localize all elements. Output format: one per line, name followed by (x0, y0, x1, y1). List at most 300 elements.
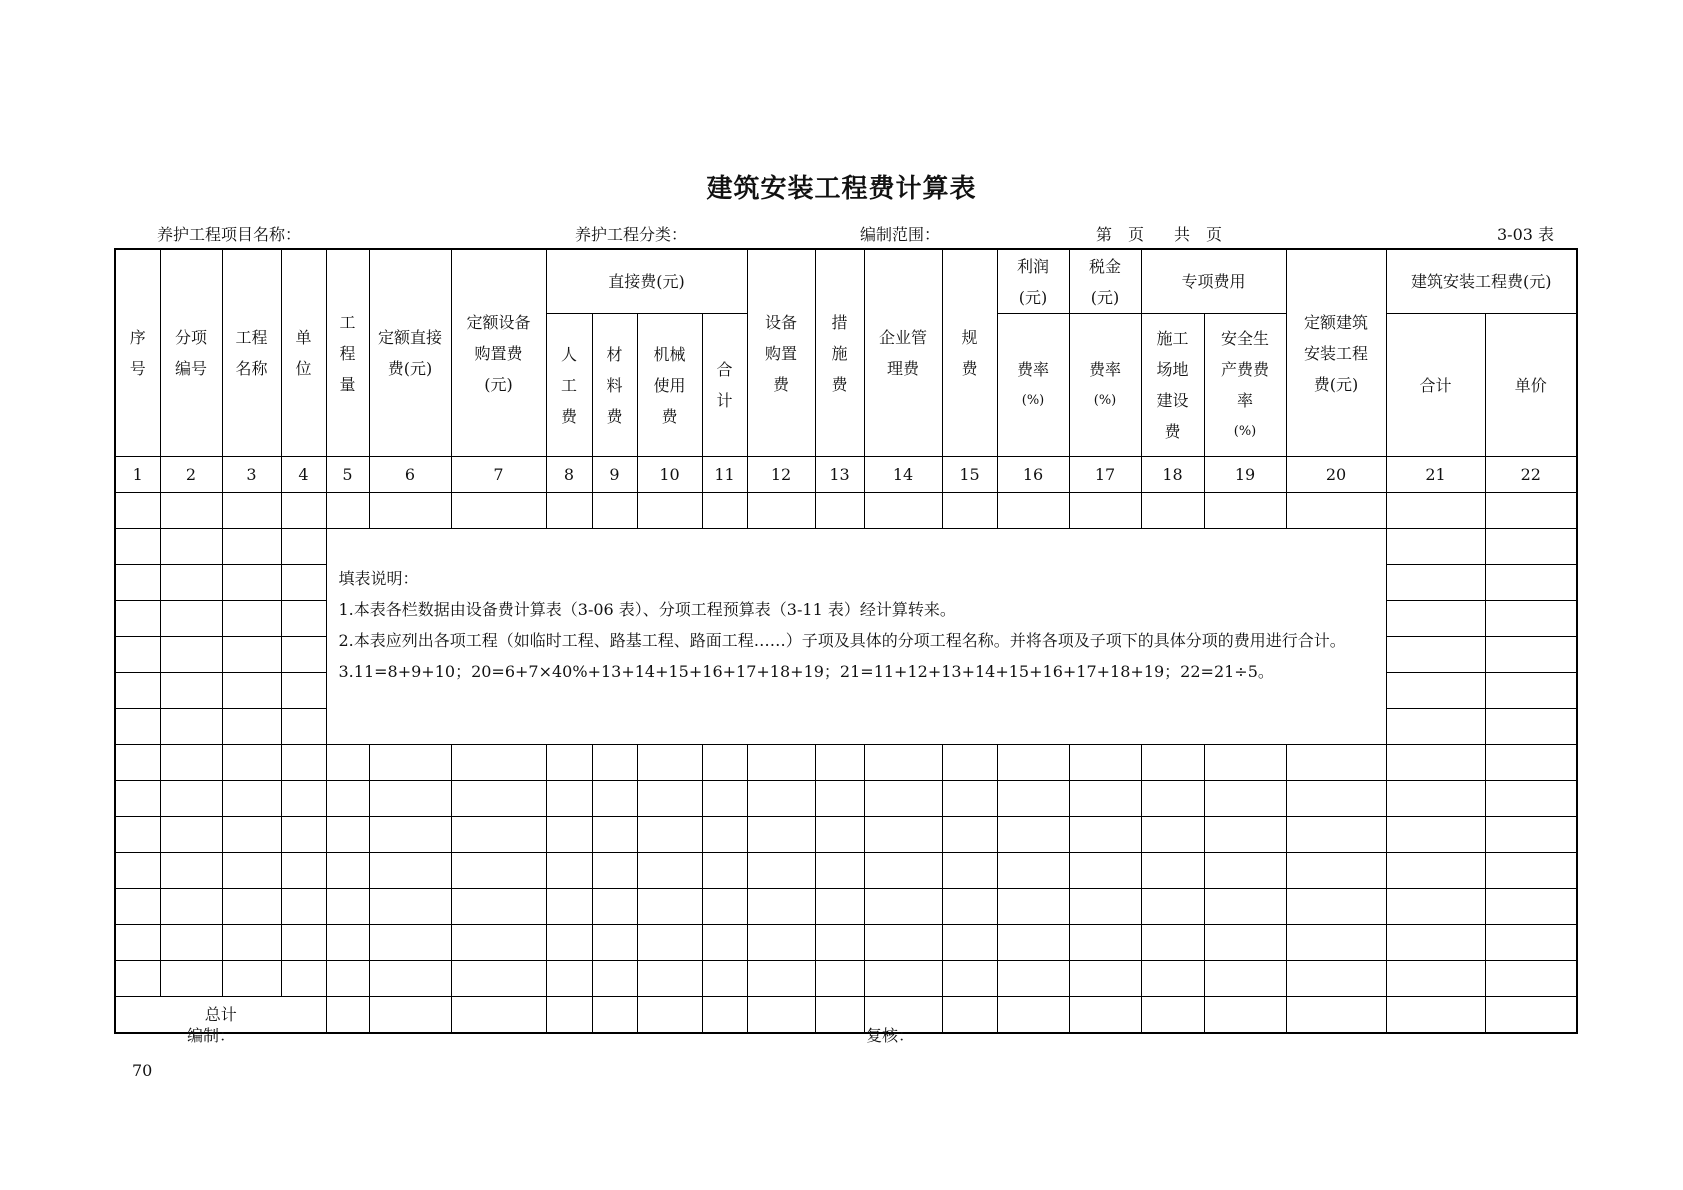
table-cell[interactable] (281, 601, 326, 637)
table-cell[interactable] (1204, 781, 1286, 817)
table-cell[interactable] (997, 745, 1069, 781)
table-cell[interactable] (997, 997, 1069, 1034)
table-cell[interactable] (1204, 889, 1286, 925)
table-cell[interactable] (1386, 889, 1485, 925)
table-cell[interactable] (1141, 889, 1204, 925)
table-cell[interactable] (1485, 493, 1577, 529)
table-cell[interactable] (1141, 997, 1204, 1034)
table-cell[interactable] (997, 817, 1069, 853)
table-cell[interactable] (546, 925, 592, 961)
table-cell[interactable] (864, 925, 942, 961)
table-cell[interactable] (115, 565, 160, 601)
table-cell[interactable] (451, 745, 546, 781)
table-cell[interactable] (1386, 925, 1485, 961)
col-num: 6 (369, 457, 451, 493)
col-num: 13 (815, 457, 864, 493)
table-cell[interactable] (546, 493, 592, 529)
table-cell[interactable] (1204, 853, 1286, 889)
table-cell[interactable] (281, 565, 326, 601)
header-building-fee: 建筑安装工程费(元) (1386, 249, 1577, 314)
total-label: 共 (1174, 225, 1191, 244)
table-cell[interactable] (546, 781, 592, 817)
table-cell[interactable] (942, 889, 997, 925)
table-cell[interactable] (747, 781, 815, 817)
category-label: 养护工程分类： (575, 225, 688, 244)
table-cell[interactable] (1141, 961, 1204, 997)
scope-label: 编制范围： (860, 225, 941, 244)
col-num: 15 (942, 457, 997, 493)
table-cell[interactable] (160, 529, 222, 565)
table-cell[interactable] (747, 745, 815, 781)
header-equip-purchase: 设备购置费 (747, 249, 815, 457)
table-cell[interactable] (115, 853, 160, 889)
table-cell[interactable] (1141, 493, 1204, 529)
table-cell[interactable] (222, 745, 281, 781)
notes-heading: 填表说明： (338, 569, 419, 588)
table-cell[interactable] (160, 781, 222, 817)
table-row (115, 781, 1577, 817)
table-cell[interactable] (281, 673, 326, 709)
table-cell[interactable] (115, 961, 160, 997)
table-cell[interactable] (864, 745, 942, 781)
table-cell[interactable] (637, 781, 702, 817)
table-cell[interactable] (702, 817, 747, 853)
table-cell[interactable] (1286, 493, 1386, 529)
col-num: 20 (1286, 457, 1386, 493)
table-cell[interactable] (546, 961, 592, 997)
table-cell[interactable] (222, 817, 281, 853)
page-unit: 页 (1128, 225, 1145, 244)
table-cell[interactable] (369, 493, 451, 529)
table-cell[interactable] (160, 637, 222, 673)
col-num: 8 (546, 457, 592, 493)
col-num: 4 (281, 457, 326, 493)
header-tax-rate: 费率 (%) (1069, 314, 1141, 457)
table-cell[interactable] (281, 709, 326, 745)
table-cell[interactable] (942, 745, 997, 781)
table-cell[interactable] (1141, 853, 1204, 889)
table-cell[interactable] (1386, 529, 1485, 565)
table-cell[interactable] (592, 889, 637, 925)
table-cell[interactable] (997, 925, 1069, 961)
table-cell[interactable] (326, 781, 369, 817)
table-cell[interactable] (115, 745, 160, 781)
table-cell[interactable] (592, 493, 637, 529)
table-cell[interactable] (1386, 817, 1485, 853)
table-cell[interactable] (942, 781, 997, 817)
table-cell[interactable] (1386, 961, 1485, 997)
table-cell[interactable] (451, 853, 546, 889)
table-cell[interactable] (815, 997, 864, 1034)
header-profit-rate: 费率 (%) (997, 314, 1069, 457)
table-cell[interactable] (451, 961, 546, 997)
table-cell[interactable] (281, 637, 326, 673)
table-row (115, 889, 1577, 925)
grand-total-label: 总计 (115, 997, 326, 1034)
table-cell[interactable] (326, 745, 369, 781)
table-cell[interactable] (1286, 745, 1386, 781)
table-cell[interactable] (222, 673, 281, 709)
table-cell[interactable] (222, 637, 281, 673)
table-cell[interactable] (281, 817, 326, 853)
table-row (115, 817, 1577, 853)
table-cell[interactable] (1485, 781, 1577, 817)
table-cell[interactable] (747, 997, 815, 1034)
table-cell[interactable] (1286, 781, 1386, 817)
table-cell[interactable] (1386, 637, 1485, 673)
header-quota-building: 定额建筑安装工程费(元) (1286, 249, 1386, 457)
table-cell[interactable] (815, 853, 864, 889)
table-cell[interactable] (1286, 817, 1386, 853)
table-cell[interactable] (747, 961, 815, 997)
table-cell[interactable] (942, 997, 997, 1034)
grand-total-row (115, 997, 1577, 1034)
table-cell[interactable] (369, 817, 451, 853)
table-cell[interactable] (815, 745, 864, 781)
table-cell[interactable] (1386, 709, 1485, 745)
table-cell[interactable] (747, 925, 815, 961)
header-quantity: 工程量 (326, 249, 369, 457)
table-cell[interactable] (160, 961, 222, 997)
table-cell[interactable] (1386, 601, 1485, 637)
table-cell[interactable] (1485, 673, 1577, 709)
table-cell[interactable] (997, 889, 1069, 925)
table-cell[interactable] (369, 745, 451, 781)
table-cell[interactable] (222, 493, 281, 529)
table-cell[interactable] (326, 925, 369, 961)
table-cell[interactable] (815, 781, 864, 817)
table-cell[interactable] (160, 673, 222, 709)
table-cell[interactable] (160, 745, 222, 781)
table-cell[interactable] (702, 745, 747, 781)
col-num: 5 (326, 457, 369, 493)
table-cell[interactable] (160, 493, 222, 529)
table-cell[interactable] (115, 601, 160, 637)
table-cell[interactable] (1386, 997, 1485, 1034)
table-cell[interactable] (1386, 493, 1485, 529)
table-cell[interactable] (281, 961, 326, 997)
header-quota-direct: 定额直接费(元) (369, 249, 451, 457)
page-number: 70 (132, 1061, 153, 1080)
header-measures: 措施费 (815, 249, 864, 457)
col-num: 14 (864, 457, 942, 493)
table-cell[interactable] (864, 853, 942, 889)
prepared-by-label: 编制： (187, 1026, 236, 1045)
table-cell[interactable] (115, 529, 160, 565)
table-cell[interactable] (1141, 745, 1204, 781)
table-cell[interactable] (592, 961, 637, 997)
table-cell[interactable] (942, 961, 997, 997)
table-cell[interactable] (702, 889, 747, 925)
table-cell[interactable] (546, 817, 592, 853)
table-cell[interactable] (1386, 781, 1485, 817)
table-row (115, 925, 1577, 961)
header-quota-equip: 定额设备购置费(元) (451, 249, 546, 457)
table-cell[interactable] (451, 925, 546, 961)
table-cell[interactable] (326, 853, 369, 889)
table-cell[interactable] (1485, 925, 1577, 961)
table-cell[interactable] (115, 673, 160, 709)
table-cell[interactable] (747, 493, 815, 529)
col-num: 10 (637, 457, 702, 493)
table-cell[interactable] (326, 889, 369, 925)
table-cell[interactable] (1204, 961, 1286, 997)
header-special: 专项费用 (1141, 249, 1286, 314)
table-row (115, 529, 1577, 565)
table-cell[interactable] (160, 709, 222, 745)
table-row (115, 745, 1577, 781)
table-cell[interactable] (160, 817, 222, 853)
table-cell[interactable] (637, 889, 702, 925)
table-cell[interactable] (864, 889, 942, 925)
header-tax: 税金(元) (1069, 249, 1141, 314)
reviewed-by-label: 复核： (866, 1026, 915, 1045)
header-machine: 机械使用费 (637, 314, 702, 457)
table-cell[interactable] (637, 853, 702, 889)
table-cell[interactable] (369, 997, 451, 1034)
table-cell[interactable] (592, 817, 637, 853)
table-cell[interactable] (864, 817, 942, 853)
table-cell[interactable] (1069, 745, 1141, 781)
table-cell[interactable] (1286, 853, 1386, 889)
table-cell[interactable] (637, 961, 702, 997)
table-cell[interactable] (1204, 493, 1286, 529)
table-cell[interactable] (1485, 997, 1577, 1034)
table-cell[interactable] (115, 781, 160, 817)
table-cell[interactable] (637, 493, 702, 529)
table-cell[interactable] (1069, 817, 1141, 853)
table-cell[interactable] (702, 493, 747, 529)
table-cell[interactable] (997, 853, 1069, 889)
table-cell[interactable] (1386, 853, 1485, 889)
table-cell[interactable] (281, 889, 326, 925)
table-cell[interactable] (222, 961, 281, 997)
table-cell[interactable] (1485, 709, 1577, 745)
table-cell[interactable] (702, 961, 747, 997)
table-cell[interactable] (369, 853, 451, 889)
table-cell[interactable] (451, 817, 546, 853)
table-cell[interactable] (815, 817, 864, 853)
table-cell[interactable] (115, 889, 160, 925)
table-cell[interactable] (222, 853, 281, 889)
table-cell[interactable] (222, 601, 281, 637)
table-row (115, 493, 1577, 529)
table-cell[interactable] (702, 853, 747, 889)
project-name-label: 养护工程项目名称： (157, 225, 302, 244)
table-cell[interactable] (369, 781, 451, 817)
table-cell[interactable] (1485, 853, 1577, 889)
fill-instructions (326, 529, 1386, 745)
table-cell[interactable] (1069, 853, 1141, 889)
table-cell[interactable] (942, 493, 997, 529)
table-cell[interactable] (1485, 961, 1577, 997)
table-cell[interactable] (1204, 925, 1286, 961)
table-cell[interactable] (1141, 781, 1204, 817)
table-cell[interactable] (942, 853, 997, 889)
col-num: 7 (451, 457, 546, 493)
table-cell[interactable] (592, 853, 637, 889)
table-cell[interactable] (115, 709, 160, 745)
table-cell[interactable] (1141, 925, 1204, 961)
table-cell[interactable] (115, 925, 160, 961)
table-cell[interactable] (864, 781, 942, 817)
table-cell[interactable] (815, 493, 864, 529)
table-cell[interactable] (546, 745, 592, 781)
notes-line-1: 1.本表各栏数据由设备费计算表（3-06 表）、分项工程预算表（3-11 表）经计算转来。 (338, 600, 956, 619)
table-cell[interactable] (222, 565, 281, 601)
table-code: 3-03 表 (1497, 225, 1555, 244)
table-cell[interactable] (222, 709, 281, 745)
table-cell[interactable] (1386, 745, 1485, 781)
total-unit: 页 (1206, 225, 1223, 244)
header-direct-fee: 直接费(元) (546, 249, 747, 314)
table-cell[interactable] (702, 925, 747, 961)
table-cell[interactable] (451, 781, 546, 817)
table-cell[interactable] (281, 925, 326, 961)
table-cell[interactable] (546, 853, 592, 889)
page-info (1096, 222, 1238, 245)
table-cell[interactable] (222, 781, 281, 817)
table-cell[interactable] (592, 925, 637, 961)
table-cell[interactable] (160, 853, 222, 889)
table-cell[interactable] (1386, 673, 1485, 709)
table-cell[interactable] (1286, 961, 1386, 997)
table-cell[interactable] (1069, 493, 1141, 529)
table-row (115, 961, 1577, 997)
column-number-row (115, 457, 1577, 493)
table-cell[interactable] (1485, 889, 1577, 925)
table-cell[interactable] (369, 925, 451, 961)
table-cell[interactable] (1069, 925, 1141, 961)
header-material: 材料费 (592, 314, 637, 457)
table-cell[interactable] (160, 889, 222, 925)
table-cell[interactable] (369, 961, 451, 997)
col-num: 2 (160, 457, 222, 493)
table-cell[interactable] (815, 925, 864, 961)
table-cell[interactable] (592, 745, 637, 781)
table-cell[interactable] (451, 889, 546, 925)
table-cell[interactable] (1485, 817, 1577, 853)
table-cell[interactable] (815, 961, 864, 997)
header-site-construction: 施工场地建设费 (1141, 314, 1204, 457)
table-cell[interactable] (1286, 997, 1386, 1034)
table-cell[interactable] (1069, 997, 1141, 1034)
table-cell[interactable] (326, 493, 369, 529)
header-unit-price: 单价 (1485, 314, 1577, 457)
table-row (115, 853, 1577, 889)
table-cell[interactable] (702, 997, 747, 1034)
col-num: 1 (115, 457, 160, 493)
table-cell[interactable] (815, 889, 864, 925)
cost-table (114, 248, 1578, 1034)
table-cell[interactable] (1485, 529, 1577, 565)
table-cell[interactable] (1204, 997, 1286, 1034)
table-cell[interactable] (1204, 745, 1286, 781)
col-num: 19 (1204, 457, 1286, 493)
table-cell[interactable] (1069, 781, 1141, 817)
table-cell[interactable] (592, 997, 637, 1034)
table-cell[interactable] (326, 961, 369, 997)
col-num: 12 (747, 457, 815, 493)
header-regulatory: 规费 (942, 249, 997, 457)
table-cell[interactable] (1485, 745, 1577, 781)
table-cell[interactable] (222, 889, 281, 925)
table-cell[interactable] (1286, 925, 1386, 961)
table-cell[interactable] (281, 781, 326, 817)
table-cell[interactable] (546, 889, 592, 925)
table-cell[interactable] (326, 817, 369, 853)
col-num: 21 (1386, 457, 1485, 493)
table-cell[interactable] (1069, 961, 1141, 997)
table-cell[interactable] (160, 565, 222, 601)
col-num: 17 (1069, 457, 1141, 493)
table-cell[interactable] (451, 997, 546, 1034)
table-cell[interactable] (160, 601, 222, 637)
table-cell[interactable] (997, 961, 1069, 997)
table-cell[interactable] (637, 925, 702, 961)
table-cell[interactable] (942, 925, 997, 961)
table-cell[interactable] (115, 493, 160, 529)
table-cell[interactable] (592, 781, 637, 817)
notes-line-2: 2.本表应列出各项工程（如临时工程、路基工程、路面工程……）子项及具体的分项工程名称。并将各项及子项下的具体分项的费用进行合计。 (338, 631, 1346, 650)
table-cell[interactable] (115, 817, 160, 853)
header-project-name: 工程名称 (222, 249, 281, 457)
table-cell[interactable] (546, 997, 592, 1034)
table-cell[interactable] (222, 925, 281, 961)
table-cell[interactable] (747, 817, 815, 853)
table-cell[interactable] (326, 997, 369, 1034)
col-num: 3 (222, 457, 281, 493)
table-cell[interactable] (997, 493, 1069, 529)
table-cell[interactable] (864, 961, 942, 997)
header-safety-rate: 安全生产费费率 (%) (1204, 314, 1286, 457)
table-cell[interactable] (637, 997, 702, 1034)
table-cell[interactable] (369, 889, 451, 925)
header-enterprise-mgmt: 企业管理费 (864, 249, 942, 457)
table-cell[interactable] (281, 493, 326, 529)
table-cell[interactable] (115, 637, 160, 673)
table-cell[interactable] (1485, 637, 1577, 673)
table-cell[interactable] (747, 853, 815, 889)
header-item-code: 分项编号 (160, 249, 222, 457)
table-cell[interactable] (637, 745, 702, 781)
col-num: 9 (592, 457, 637, 493)
table-cell[interactable] (281, 529, 326, 565)
table-cell[interactable] (160, 925, 222, 961)
table-cell[interactable] (747, 889, 815, 925)
table-cell[interactable] (864, 493, 942, 529)
table-cell[interactable] (1204, 817, 1286, 853)
table-cell[interactable] (1069, 889, 1141, 925)
table-cell[interactable] (1141, 817, 1204, 853)
table-cell[interactable] (702, 781, 747, 817)
table-cell[interactable] (1485, 565, 1577, 601)
col-num: 16 (997, 457, 1069, 493)
table-cell[interactable] (281, 745, 326, 781)
table-cell[interactable] (997, 781, 1069, 817)
table-cell[interactable] (637, 817, 702, 853)
table-cell[interactable] (1286, 889, 1386, 925)
table-cell[interactable] (451, 493, 546, 529)
col-num: 11 (702, 457, 747, 493)
table-cell[interactable] (1386, 565, 1485, 601)
table-cell[interactable] (222, 529, 281, 565)
header-labor: 人工费 (546, 314, 592, 457)
table-cell[interactable] (942, 817, 997, 853)
header-profit: 利润(元) (997, 249, 1069, 314)
table-cell[interactable] (1485, 601, 1577, 637)
table-cell[interactable] (281, 853, 326, 889)
